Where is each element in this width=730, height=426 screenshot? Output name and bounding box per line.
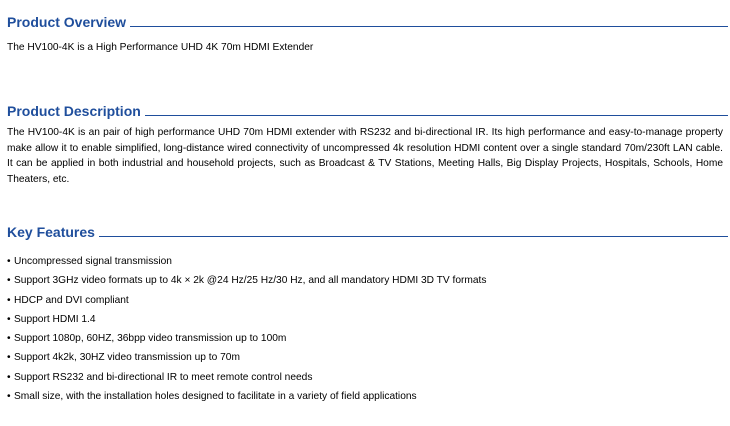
bullet-icon: • — [7, 275, 11, 287]
overview-heading: Product Overview — [7, 14, 127, 30]
bullet-icon: • — [7, 352, 11, 364]
overview-heading-rule — [130, 26, 728, 27]
description-heading-row — [0, 99, 730, 119]
list-item — [7, 291, 730, 310]
feature-text: Support RS232 and bi-directional IR to meet remote control needs — [14, 371, 313, 383]
list-item — [7, 310, 730, 329]
description-heading-rule — [145, 115, 728, 116]
description-heading: Product Description — [7, 103, 141, 119]
bullet-icon: • — [7, 333, 11, 345]
list-item — [7, 271, 730, 290]
features-heading: Key Features — [7, 224, 95, 240]
bullet-icon: • — [7, 294, 11, 306]
overview-section — [0, 10, 730, 56]
features-section — [0, 220, 730, 406]
features-heading-row — [0, 220, 730, 240]
bullet-icon: • — [7, 313, 11, 325]
feature-text: Support 3GHz video formats up to 4k × 2k @24 Hz/25 Hz/30 Hz, and all mandatory HDMI 3D TV formats — [14, 275, 487, 287]
description-section — [0, 99, 730, 187]
overview-heading-row — [0, 10, 730, 30]
feature-text: Support 1080p, 60HZ, 36bpp video transmission up to 100m — [14, 333, 287, 345]
features-heading-rule — [99, 236, 728, 237]
feature-text: HDCP and DVI compliant — [14, 294, 129, 306]
list-item — [7, 368, 730, 387]
description-text: The HV100-4K is an pair of high performance UHD 70m HDMI extender with RS232 and bi-directional IR. Its high performance and easy-to-manage property make allow it to enable simplified, long-distance wired connectivity of uncompressed 4k resolution HDMI content over a single standard 70m/230ft LAN cable. It can be applied in both industrial and household projects, such as Broadcast & TV Stations, Meeting Halls, Big Display Projects, Hospitals, Schools, Home Theaters, etc. — [7, 127, 723, 185]
list-item — [7, 329, 730, 348]
list-item — [7, 387, 730, 406]
feature-text: Uncompressed signal transmission — [14, 256, 172, 267]
feature-text: Support HDMI 1.4 — [14, 313, 96, 325]
overview-text: The HV100-4K is a High Performance UHD 4K 70m HDMI Extender — [7, 42, 314, 53]
features-list — [0, 252, 730, 406]
list-item — [7, 252, 730, 271]
bullet-icon: • — [7, 371, 11, 383]
feature-text: Support 4k2k, 30HZ video transmission up to 70m — [14, 352, 240, 364]
list-item — [7, 348, 730, 367]
bullet-icon: • — [7, 391, 11, 403]
feature-text: Small size, with the installation holes designed to facilitate in a variety of field applications — [14, 391, 417, 403]
bullet-icon: • — [7, 256, 11, 267]
